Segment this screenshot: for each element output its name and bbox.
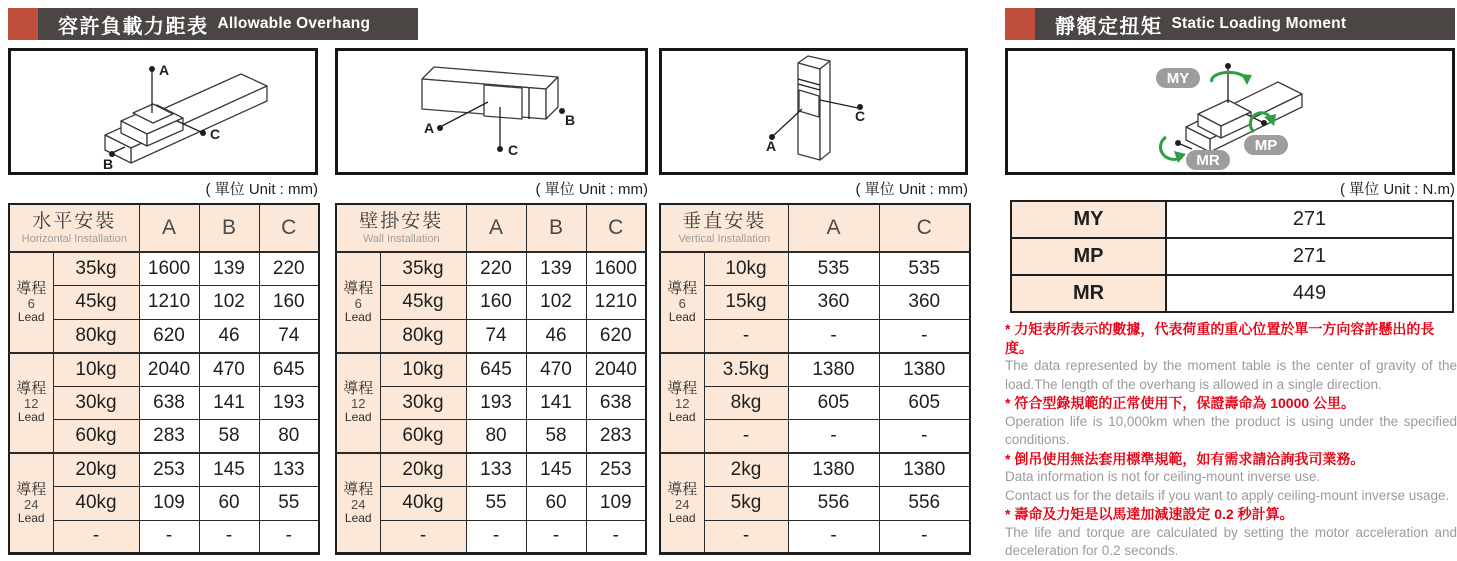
value-cell: - [879, 319, 970, 353]
lead-zh: 導程 [16, 480, 47, 498]
lead-num: 12 [24, 396, 39, 412]
point-c-label: C [855, 108, 866, 124]
table-row [336, 487, 646, 521]
load-cell: 20kg [53, 453, 139, 487]
note-en: Operation life is 10,000km when the product is using under the specified conditions. [1005, 413, 1457, 447]
note-zh: * 壽命及力矩是以馬達加減速設定 0.2 秒計算。 [1005, 506, 1294, 522]
moment-value: 271 [1166, 201, 1453, 238]
value-cell: 133 [259, 453, 319, 487]
load-cell: 45kg [53, 286, 139, 320]
lead-en: Lead [668, 510, 696, 525]
load-cell: - [380, 520, 466, 554]
lead-cell [336, 353, 380, 454]
footnotes [1005, 320, 1457, 561]
lead-en: Lead [17, 510, 45, 525]
lead-cell [660, 252, 704, 353]
point-c-dot [497, 146, 503, 152]
table-title-en: Horizontal Installation [21, 232, 127, 245]
value-cell: 55 [259, 487, 319, 521]
lead-zh: 導程 [667, 279, 698, 297]
value-cell: 253 [586, 453, 646, 487]
load-cell: 30kg [53, 386, 139, 420]
table-row [9, 453, 319, 487]
table-row [1011, 238, 1453, 275]
lead-num: 24 [24, 496, 39, 512]
mp-badge-label: MP [1254, 137, 1278, 154]
lead-en: Lead [344, 410, 372, 425]
header-accent-square [1005, 8, 1035, 40]
vertical-installation-diagram [659, 48, 968, 175]
value-cell: - [788, 520, 879, 554]
lead-cell [660, 453, 704, 554]
value-cell: 620 [586, 319, 646, 353]
value-cell: 556 [879, 487, 970, 521]
table-row [660, 487, 970, 521]
lead-cell [9, 353, 53, 454]
load-cell: 35kg [380, 252, 466, 286]
value-cell: 535 [788, 252, 879, 286]
load-cell: 15kg [704, 286, 788, 320]
column-header: A [139, 204, 199, 252]
load-cell: 60kg [380, 420, 466, 454]
value-cell: - [788, 420, 879, 454]
lead-zh: 導程 [16, 279, 47, 297]
lead-en: Lead [668, 410, 696, 425]
lead-cell [336, 453, 380, 554]
lead-cell [660, 353, 704, 454]
note-zh: * 倒吊使用無法套用標準規範，如有需求請洽詢我司業務。 [1005, 450, 1365, 467]
vertical-rail-drawing [662, 51, 965, 172]
unit-label: ( 單位 Unit : mm) [205, 181, 318, 198]
value-cell: 2040 [139, 353, 199, 387]
value-cell: 1380 [879, 453, 970, 487]
value-cell: 58 [526, 420, 586, 454]
table-row [660, 386, 970, 420]
value-cell: 645 [259, 353, 319, 387]
value-cell: 645 [466, 353, 526, 387]
value-cell: 109 [586, 487, 646, 521]
value-cell: 55 [466, 487, 526, 521]
load-cell: - [704, 520, 788, 554]
load-cell: 5kg [704, 487, 788, 521]
load-cell: 80kg [380, 319, 466, 353]
load-cell: 2kg [704, 453, 788, 487]
value-cell: 160 [466, 286, 526, 320]
lead-num: 12 [675, 396, 690, 412]
table-title-zh: 壁掛安裝 [359, 210, 444, 232]
value-cell: 283 [139, 420, 199, 454]
lead-cell [9, 453, 53, 554]
horizontal-installation-table-host [8, 203, 320, 555]
table-row [9, 420, 319, 454]
mr-badge-label: MR [1196, 152, 1220, 169]
point-c-label: C [210, 126, 221, 142]
moment-value: 449 [1166, 275, 1453, 312]
point-a-label: A [424, 120, 435, 136]
note-zh: * 符合型錄規範的正常使用下，保證壽命為 10000 公里。 [1005, 395, 1356, 411]
value-cell: - [526, 520, 586, 554]
moment-value: 271 [1166, 238, 1453, 275]
table-title-zh: 水平安裝 [32, 210, 117, 232]
header-accent-square [8, 8, 38, 40]
lead-num: 24 [675, 496, 690, 512]
lead-zh: 導程 [343, 380, 374, 398]
value-cell: 1210 [139, 286, 199, 320]
point-b-label: B [565, 112, 576, 128]
value-cell: 160 [259, 286, 319, 320]
value-cell: 253 [139, 453, 199, 487]
load-cell: 20kg [380, 453, 466, 487]
value-cell: 80 [259, 420, 319, 454]
value-cell: 360 [879, 286, 970, 320]
value-cell: 1380 [879, 353, 970, 387]
value-cell: 46 [526, 319, 586, 353]
lead-zh: 導程 [16, 380, 47, 398]
unit-label: ( 單位 Unit : mm) [535, 181, 648, 198]
table-row [9, 319, 319, 353]
table-row [9, 386, 319, 420]
load-cell: 8kg [704, 386, 788, 420]
table-row [336, 453, 646, 487]
lead-num: 6 [27, 295, 35, 311]
value-cell: 74 [259, 319, 319, 353]
value-cell: 470 [526, 353, 586, 387]
column-header: C [879, 204, 970, 252]
table-row [9, 353, 319, 387]
table-row [336, 286, 646, 320]
value-cell: 141 [199, 386, 259, 420]
value-cell: - [259, 520, 319, 554]
point-c-label: C [508, 142, 519, 158]
value-cell: 80 [466, 420, 526, 454]
table-row [1011, 275, 1453, 312]
lead-en: Lead [344, 309, 372, 324]
point-a-label: A [159, 62, 170, 78]
vertical-installation-table [659, 203, 971, 555]
value-cell: 605 [788, 386, 879, 420]
load-cell: 45kg [380, 286, 466, 320]
lead-cell [336, 252, 380, 353]
table-row [9, 286, 319, 320]
load-cell: 10kg [53, 353, 139, 387]
vertical-installation-table-host [659, 203, 971, 555]
value-cell: 620 [139, 319, 199, 353]
table-row [336, 520, 646, 554]
load-cell: 40kg [380, 487, 466, 521]
load-cell: 10kg [704, 252, 788, 286]
note-en: The data represented by the moment table is the center of gravity of the load.The length of the overhang is allowed in a single direction. [1005, 358, 1457, 392]
section-title-zh: 容許負載力距表 [58, 15, 209, 38]
horizontal-installation-table [8, 203, 320, 555]
lead-num: 6 [678, 295, 686, 311]
table-title [660, 204, 788, 252]
value-cell: 141 [526, 386, 586, 420]
lead-en: Lead [17, 309, 45, 324]
lead-zh: 導程 [667, 480, 698, 498]
table-row [336, 353, 646, 387]
table-row [336, 420, 646, 454]
table-title-zh: 垂直安裝 [682, 210, 767, 232]
value-cell: 1600 [586, 252, 646, 286]
my-badge-label: MY [1166, 70, 1190, 87]
value-cell: 1380 [788, 453, 879, 487]
point-a-label: A [766, 138, 777, 154]
lead-zh: 導程 [343, 279, 374, 297]
static-loading-moment-table [1010, 200, 1454, 313]
static-loading-moment-header [1005, 8, 1455, 40]
table-row [660, 353, 970, 387]
table-row [1011, 201, 1453, 238]
value-cell: 139 [526, 252, 586, 286]
note-en: Contact us for the details if you want to apply ceiling-mount inverse usage. [1005, 487, 1450, 503]
moment-directions-diagram [1005, 48, 1455, 175]
table-title [9, 204, 139, 252]
moment-label: MR [1011, 275, 1166, 312]
value-cell: - [466, 520, 526, 554]
allowable-overhang-header [8, 8, 418, 40]
wall-installation-table-host [335, 203, 647, 555]
table-row [336, 252, 646, 286]
load-cell: 35kg [53, 252, 139, 286]
section-title-en: Allowable Overhang [217, 15, 371, 32]
value-cell: 46 [199, 319, 259, 353]
value-cell: 220 [466, 252, 526, 286]
lead-zh: 導程 [667, 380, 698, 398]
value-cell: 102 [199, 286, 259, 320]
value-cell: 1380 [788, 353, 879, 387]
value-cell: 283 [586, 420, 646, 454]
note-zh: * 力矩表所表示的數據，代表荷重的重心位置於單一方向容許懸出的長度。 [1005, 321, 1435, 356]
value-cell: 60 [199, 487, 259, 521]
value-cell: - [788, 319, 879, 353]
load-cell: 40kg [53, 487, 139, 521]
value-cell: 74 [466, 319, 526, 353]
value-cell: 470 [199, 353, 259, 387]
horizontal-installation-diagram [8, 48, 318, 175]
value-cell: 220 [259, 252, 319, 286]
table-row [660, 520, 970, 554]
table-row [660, 453, 970, 487]
lead-num: 24 [351, 496, 366, 512]
table-row [336, 319, 646, 353]
note-en: Data information is not for ceiling-mount inverse use. [1005, 469, 1321, 484]
unit-label: ( 單位 Unit : N.m) [1340, 181, 1455, 198]
load-cell: - [704, 319, 788, 353]
point-b-label: B [103, 156, 114, 172]
table-row [336, 386, 646, 420]
load-cell: 3.5kg [704, 353, 788, 387]
column-header: B [526, 204, 586, 252]
lead-en: Lead [344, 510, 372, 525]
value-cell: - [199, 520, 259, 554]
table-row [660, 420, 970, 454]
section-title-en: Static Loading Moment [1171, 15, 1347, 32]
lead-num: 12 [351, 396, 366, 412]
value-cell: 638 [586, 386, 646, 420]
value-cell: 1210 [586, 286, 646, 320]
table-row [660, 286, 970, 320]
value-cell: - [139, 520, 199, 554]
lead-zh: 導程 [343, 480, 374, 498]
value-cell: 556 [788, 487, 879, 521]
load-cell: 60kg [53, 420, 139, 454]
column-header: A [466, 204, 526, 252]
value-cell: 193 [466, 386, 526, 420]
value-cell: 360 [788, 286, 879, 320]
isometric-rail-drawing [11, 51, 315, 172]
value-cell: - [879, 520, 970, 554]
value-cell: 1600 [139, 252, 199, 286]
point-a-dot [437, 125, 443, 131]
value-cell: 605 [879, 386, 970, 420]
load-cell: - [704, 420, 788, 454]
lead-en: Lead [17, 410, 45, 425]
wall-installation-table [335, 203, 647, 555]
column-header: A [788, 204, 879, 252]
moment-label: MP [1011, 238, 1166, 275]
lead-cell [9, 252, 53, 353]
value-cell: 139 [199, 252, 259, 286]
value-cell: - [879, 420, 970, 454]
value-cell: 193 [259, 386, 319, 420]
table-row [660, 319, 970, 353]
column-header: C [259, 204, 319, 252]
moment-rail-drawing [1008, 51, 1452, 172]
value-cell: 145 [199, 453, 259, 487]
value-cell: - [586, 520, 646, 554]
unit-label: ( 單位 Unit : mm) [855, 181, 968, 198]
column-header: C [586, 204, 646, 252]
table-title-en: Vertical Installation [678, 232, 771, 245]
moment-label: MY [1011, 201, 1166, 238]
load-cell: - [53, 520, 139, 554]
side-rail-drawing [338, 51, 645, 172]
value-cell: 145 [526, 453, 586, 487]
table-title-en: Wall Installation [362, 232, 440, 245]
value-cell: 535 [879, 252, 970, 286]
value-cell: 133 [466, 453, 526, 487]
load-cell: 30kg [380, 386, 466, 420]
table-row [660, 252, 970, 286]
point-a-dot [149, 66, 155, 72]
value-cell: 2040 [586, 353, 646, 387]
table-row [9, 252, 319, 286]
table-row [9, 520, 319, 554]
wall-installation-diagram [335, 48, 648, 175]
section-title-zh: 靜額定扭矩 [1055, 15, 1163, 38]
value-cell: 638 [139, 386, 199, 420]
table-row [9, 487, 319, 521]
point-c-dot [200, 130, 206, 136]
value-cell: 102 [526, 286, 586, 320]
lead-num: 6 [354, 295, 362, 311]
lead-en: Lead [668, 309, 696, 324]
table-title [336, 204, 466, 252]
note-en: The life and torque are calculated by setting the motor acceleration and deceleration for 0.2 seconds. [1005, 524, 1457, 558]
load-cell: 10kg [380, 353, 466, 387]
load-cell: 80kg [53, 319, 139, 353]
value-cell: 60 [526, 487, 586, 521]
value-cell: 109 [139, 487, 199, 521]
value-cell: 58 [199, 420, 259, 454]
column-header: B [199, 204, 259, 252]
